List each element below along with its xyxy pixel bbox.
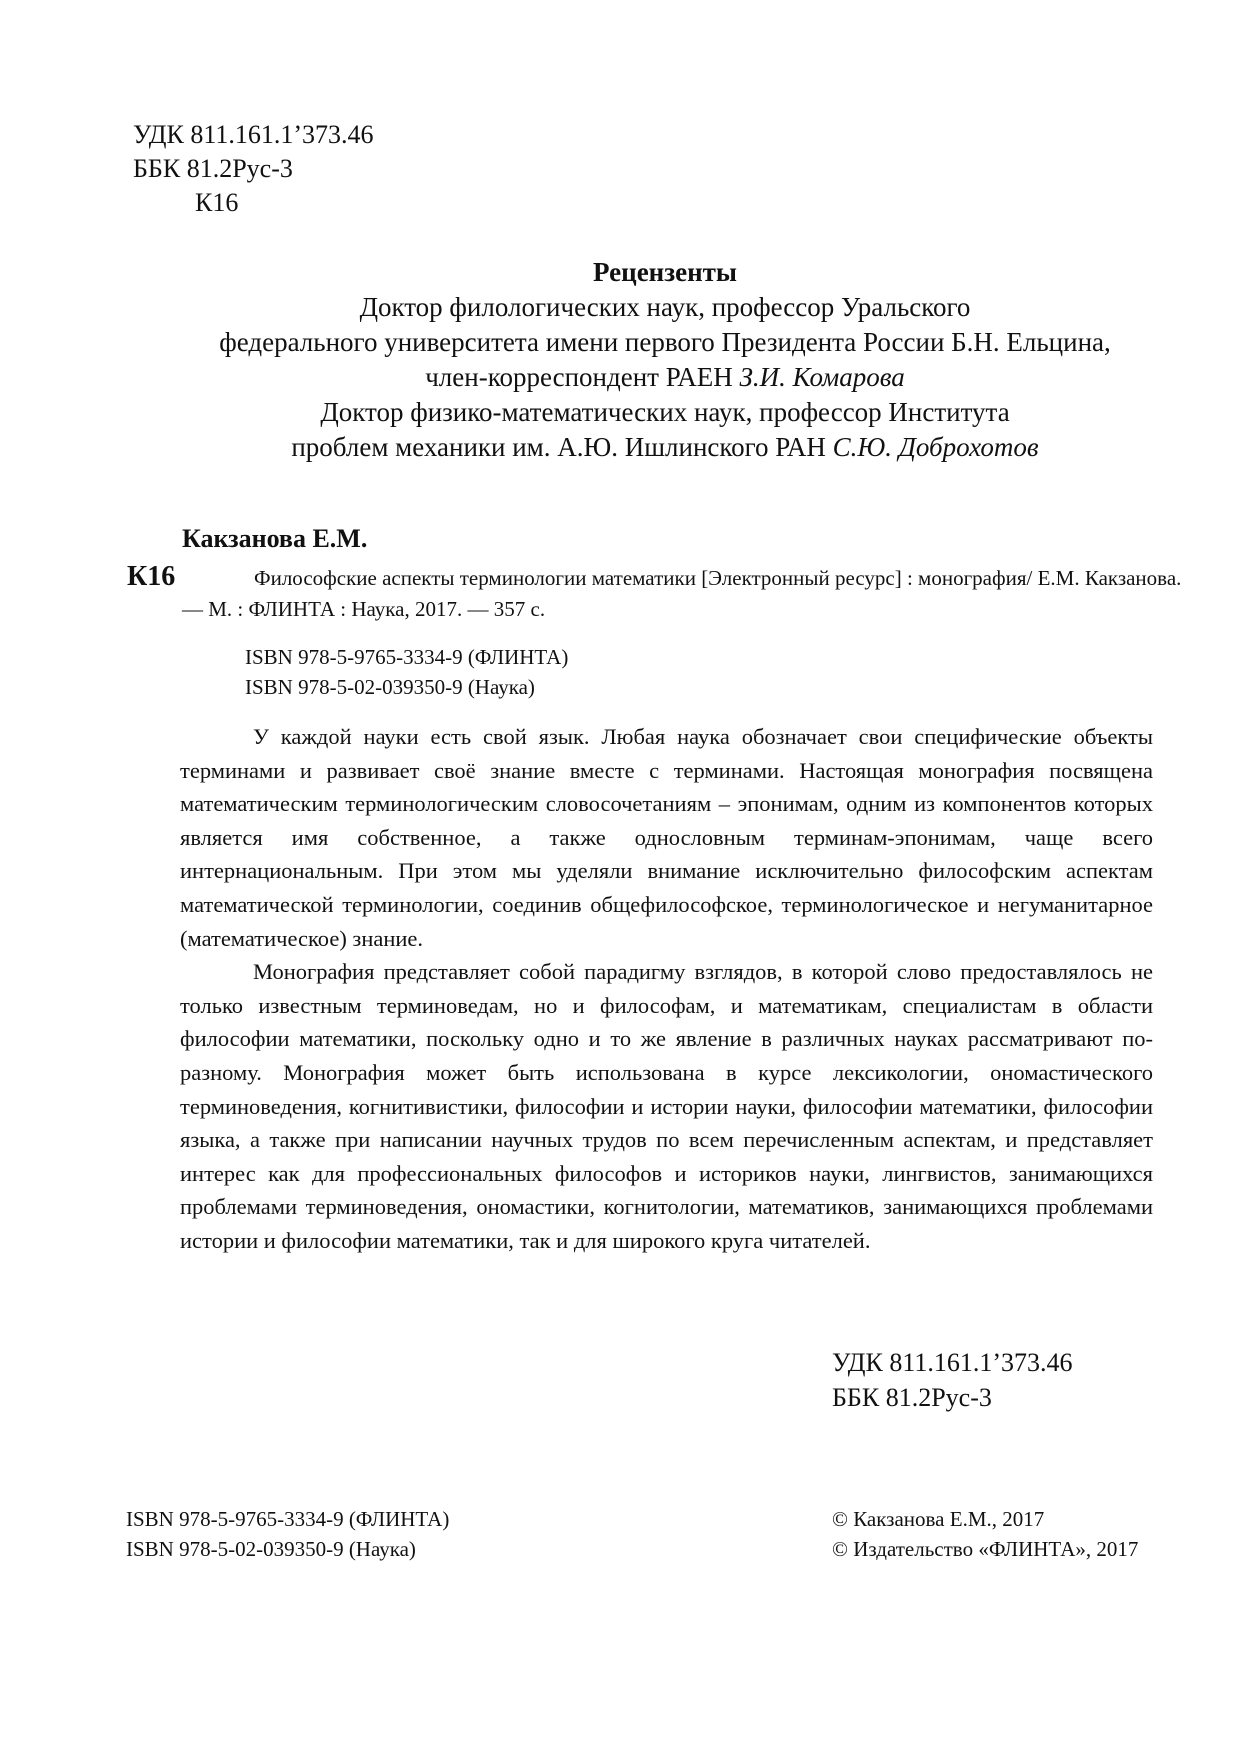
abstract-paragraph-2: Монография представляет собой парадигму взглядов, в которой слово предоставлялось не только известным терминоведам, но и философам, и математикам, специалистам в области философии математики, поскольку одно и то же явление в различных науках рассматривают по-разному. Монография может быть использована в курсе лексикологии, ономастического терминоведения, когнитивистики, философии и истории науки, философии математики, философии языка, а также при написании научных трудов по всем перечисленным аспектам, и представляет интерес как для профессиональных философов и историков науки, лингвистов, занимающихся проблемами терминоведения, ономастики, когнитологии, математиков, занимающихся проблемами истории и философии математики, так и для широкого круга читателей. bbox=[180, 959, 1153, 1253]
record-code: К16 bbox=[127, 561, 176, 592]
reviewer1-line3 bbox=[130, 360, 1200, 395]
bibliography-text: Философские аспекты терминологии математики [Электронный ресурс] : монография/ Е.М. Какзанова. — М. : ФЛИНТА : Наука, 2017. — 357 с. bbox=[182, 566, 1182, 621]
abstract-paragraph-1: У каждой науки есть свой язык. Любая наука обозначает свои специфические объекты терминами и развивает своё знание вместе с терминами. Настоящая монография посвящена математическим терминологическим словосочетаниям – эпонимам, одним из компонентов которых является имя собственное, а также однословным терминам-эпонимам, чаще всего интернациональным. При этом мы уделяли внимание исключительно философским аспектам математической терминологии, соединив общефилософское, терминологическое и негуманитарное (математическое) знание. bbox=[180, 724, 1153, 951]
abstract bbox=[180, 720, 1153, 1258]
isbn-block bbox=[245, 644, 568, 704]
udk-code: УДК 811.161.1’373.46 bbox=[133, 120, 374, 149]
copyright-author: © Какзанова Е.М., 2017 bbox=[832, 1507, 1045, 1531]
footer-isbn-nauka: ISBN 978-5-02-039350-9 (Наука) bbox=[126, 1537, 416, 1561]
reviewer2-line2 bbox=[130, 430, 1200, 465]
footer-isbn-block bbox=[126, 1506, 449, 1566]
udk-code-bottom: УДК 811.161.1’373.46 bbox=[832, 1348, 1073, 1377]
reviewers-block bbox=[130, 255, 1200, 465]
udk-block-bottom bbox=[832, 1346, 1073, 1416]
reviewer2-affiliation: проблем механики им. А.Ю. Ишлинского РАН bbox=[291, 432, 833, 462]
record-author: Какзанова Е.М. bbox=[182, 524, 368, 553]
bbk-code-bottom: ББК 81.2Рус-3 bbox=[832, 1383, 992, 1412]
udk-block-top bbox=[133, 118, 374, 220]
bibliographic-description bbox=[182, 563, 1182, 625]
reviewer2-line1: Доктор физико-математических наук, профессор Института bbox=[320, 397, 1010, 427]
reviewer1-name: З.И. Комарова bbox=[739, 362, 905, 392]
bbk-code: ББК 81.2Рус-3 bbox=[133, 154, 293, 183]
isbn-flinta: ISBN 978-5-9765-3334-9 (ФЛИНТА) bbox=[245, 645, 569, 669]
reviewer1-line1: Доктор филологических наук, профессор Уральского bbox=[359, 292, 971, 322]
isbn-nauka: ISBN 978-5-02-039350-9 (Наука) bbox=[245, 675, 535, 699]
reviewer1-line2: федерального университета имени первого Президента России Б.Н. Ельцина, bbox=[219, 327, 1111, 357]
reviewers-title: Рецензенты bbox=[593, 257, 737, 287]
author-sign: К16 bbox=[195, 188, 239, 217]
copyright-publisher: © Издательство «ФЛИНТА», 2017 bbox=[832, 1537, 1139, 1561]
footer-isbn-flinta: ISBN 978-5-9765-3334-9 (ФЛИНТА) bbox=[126, 1507, 450, 1531]
reviewer2-name: С.Ю. Доброхотов bbox=[832, 432, 1039, 462]
copyright-block bbox=[832, 1506, 1138, 1566]
reviewer1-affiliation: член-корреспондент РАЕН bbox=[425, 362, 740, 392]
